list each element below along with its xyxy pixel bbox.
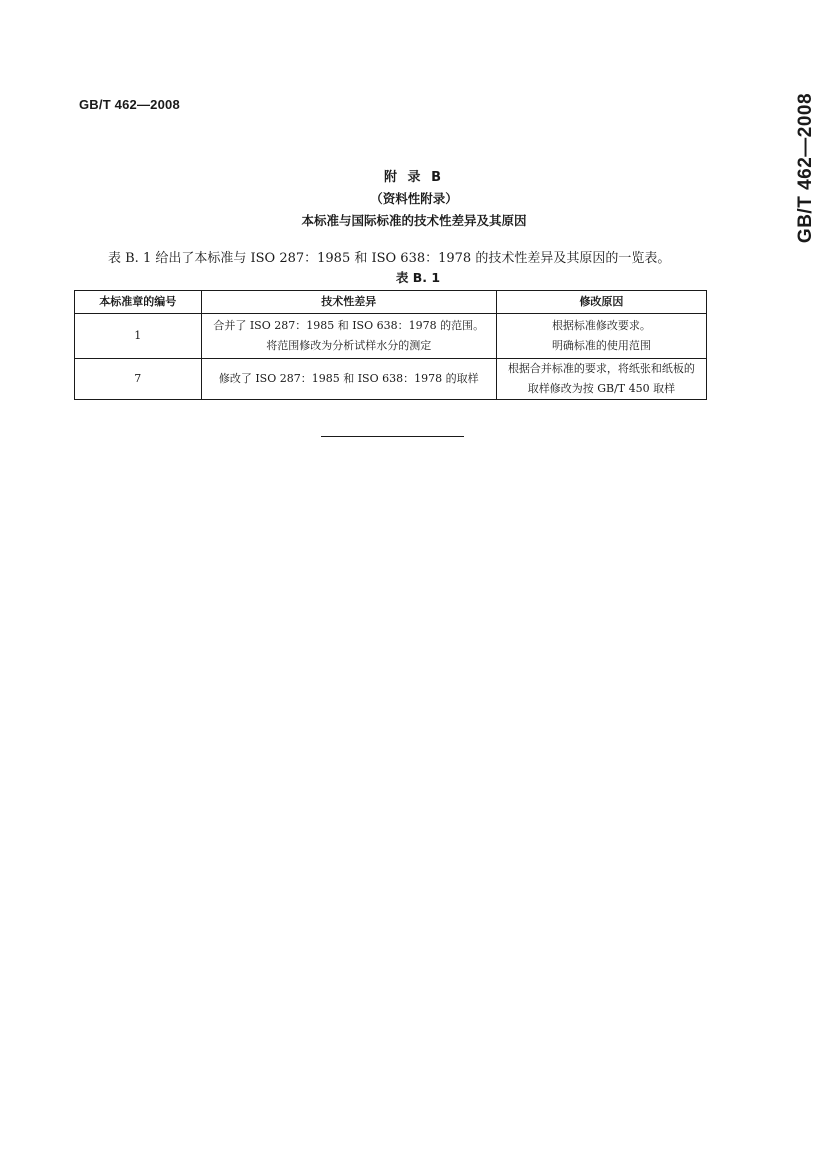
clause-number-cell: 1 xyxy=(75,314,202,359)
technical-difference-cell xyxy=(201,359,496,400)
header-clause-number: 本标准章的编号 xyxy=(75,291,202,314)
modification-reason-cell xyxy=(496,314,706,359)
side-standard-code: GB/T 462—2008 xyxy=(795,92,816,244)
standard-code: GB/T 462—2008 xyxy=(79,97,180,112)
end-of-document-rule xyxy=(321,436,464,437)
differences-table xyxy=(74,290,707,400)
header-modification-reason: 修改原因 xyxy=(496,291,706,314)
appendix-type: （资料性附录） xyxy=(370,191,458,206)
reason-line: 根据标准修改要求。 xyxy=(551,319,651,332)
modification-reason-cell xyxy=(496,359,706,400)
table-header-row xyxy=(75,291,707,314)
intro-paragraph: 表 B. 1 给出了本标准与 ISO 287：1985 和 ISO 638：1978 的技术性差异及其原因的一览表。 xyxy=(108,251,671,266)
table-row xyxy=(75,359,707,400)
reason-line: 取样修改为按 GB/T 450 取样 xyxy=(527,382,676,395)
technical-difference-cell xyxy=(201,314,496,359)
difference-line: 将范围修改为分析试样水分的测定 xyxy=(266,339,432,352)
reason-line: 明确标准的使用范围 xyxy=(551,339,651,352)
reason-line: 根据合并标准的要求，将纸张和纸板的 xyxy=(507,362,695,375)
header-technical-difference: 技术性差异 xyxy=(201,291,496,314)
appendix-title: 附 录 B xyxy=(384,170,444,185)
difference-line: 修改了 ISO 287：1985 和 ISO 638：1978 的取样 xyxy=(218,372,479,385)
table-caption: 表 B. 1 xyxy=(395,270,441,285)
table-row xyxy=(75,314,707,359)
appendix-heading: 本标准与国际标准的技术性差异及其原因 xyxy=(301,213,527,228)
clause-number-cell: 7 xyxy=(75,359,202,400)
difference-line: 合并了 ISO 287：1985 和 ISO 638：1978 的范围。 xyxy=(213,319,485,332)
